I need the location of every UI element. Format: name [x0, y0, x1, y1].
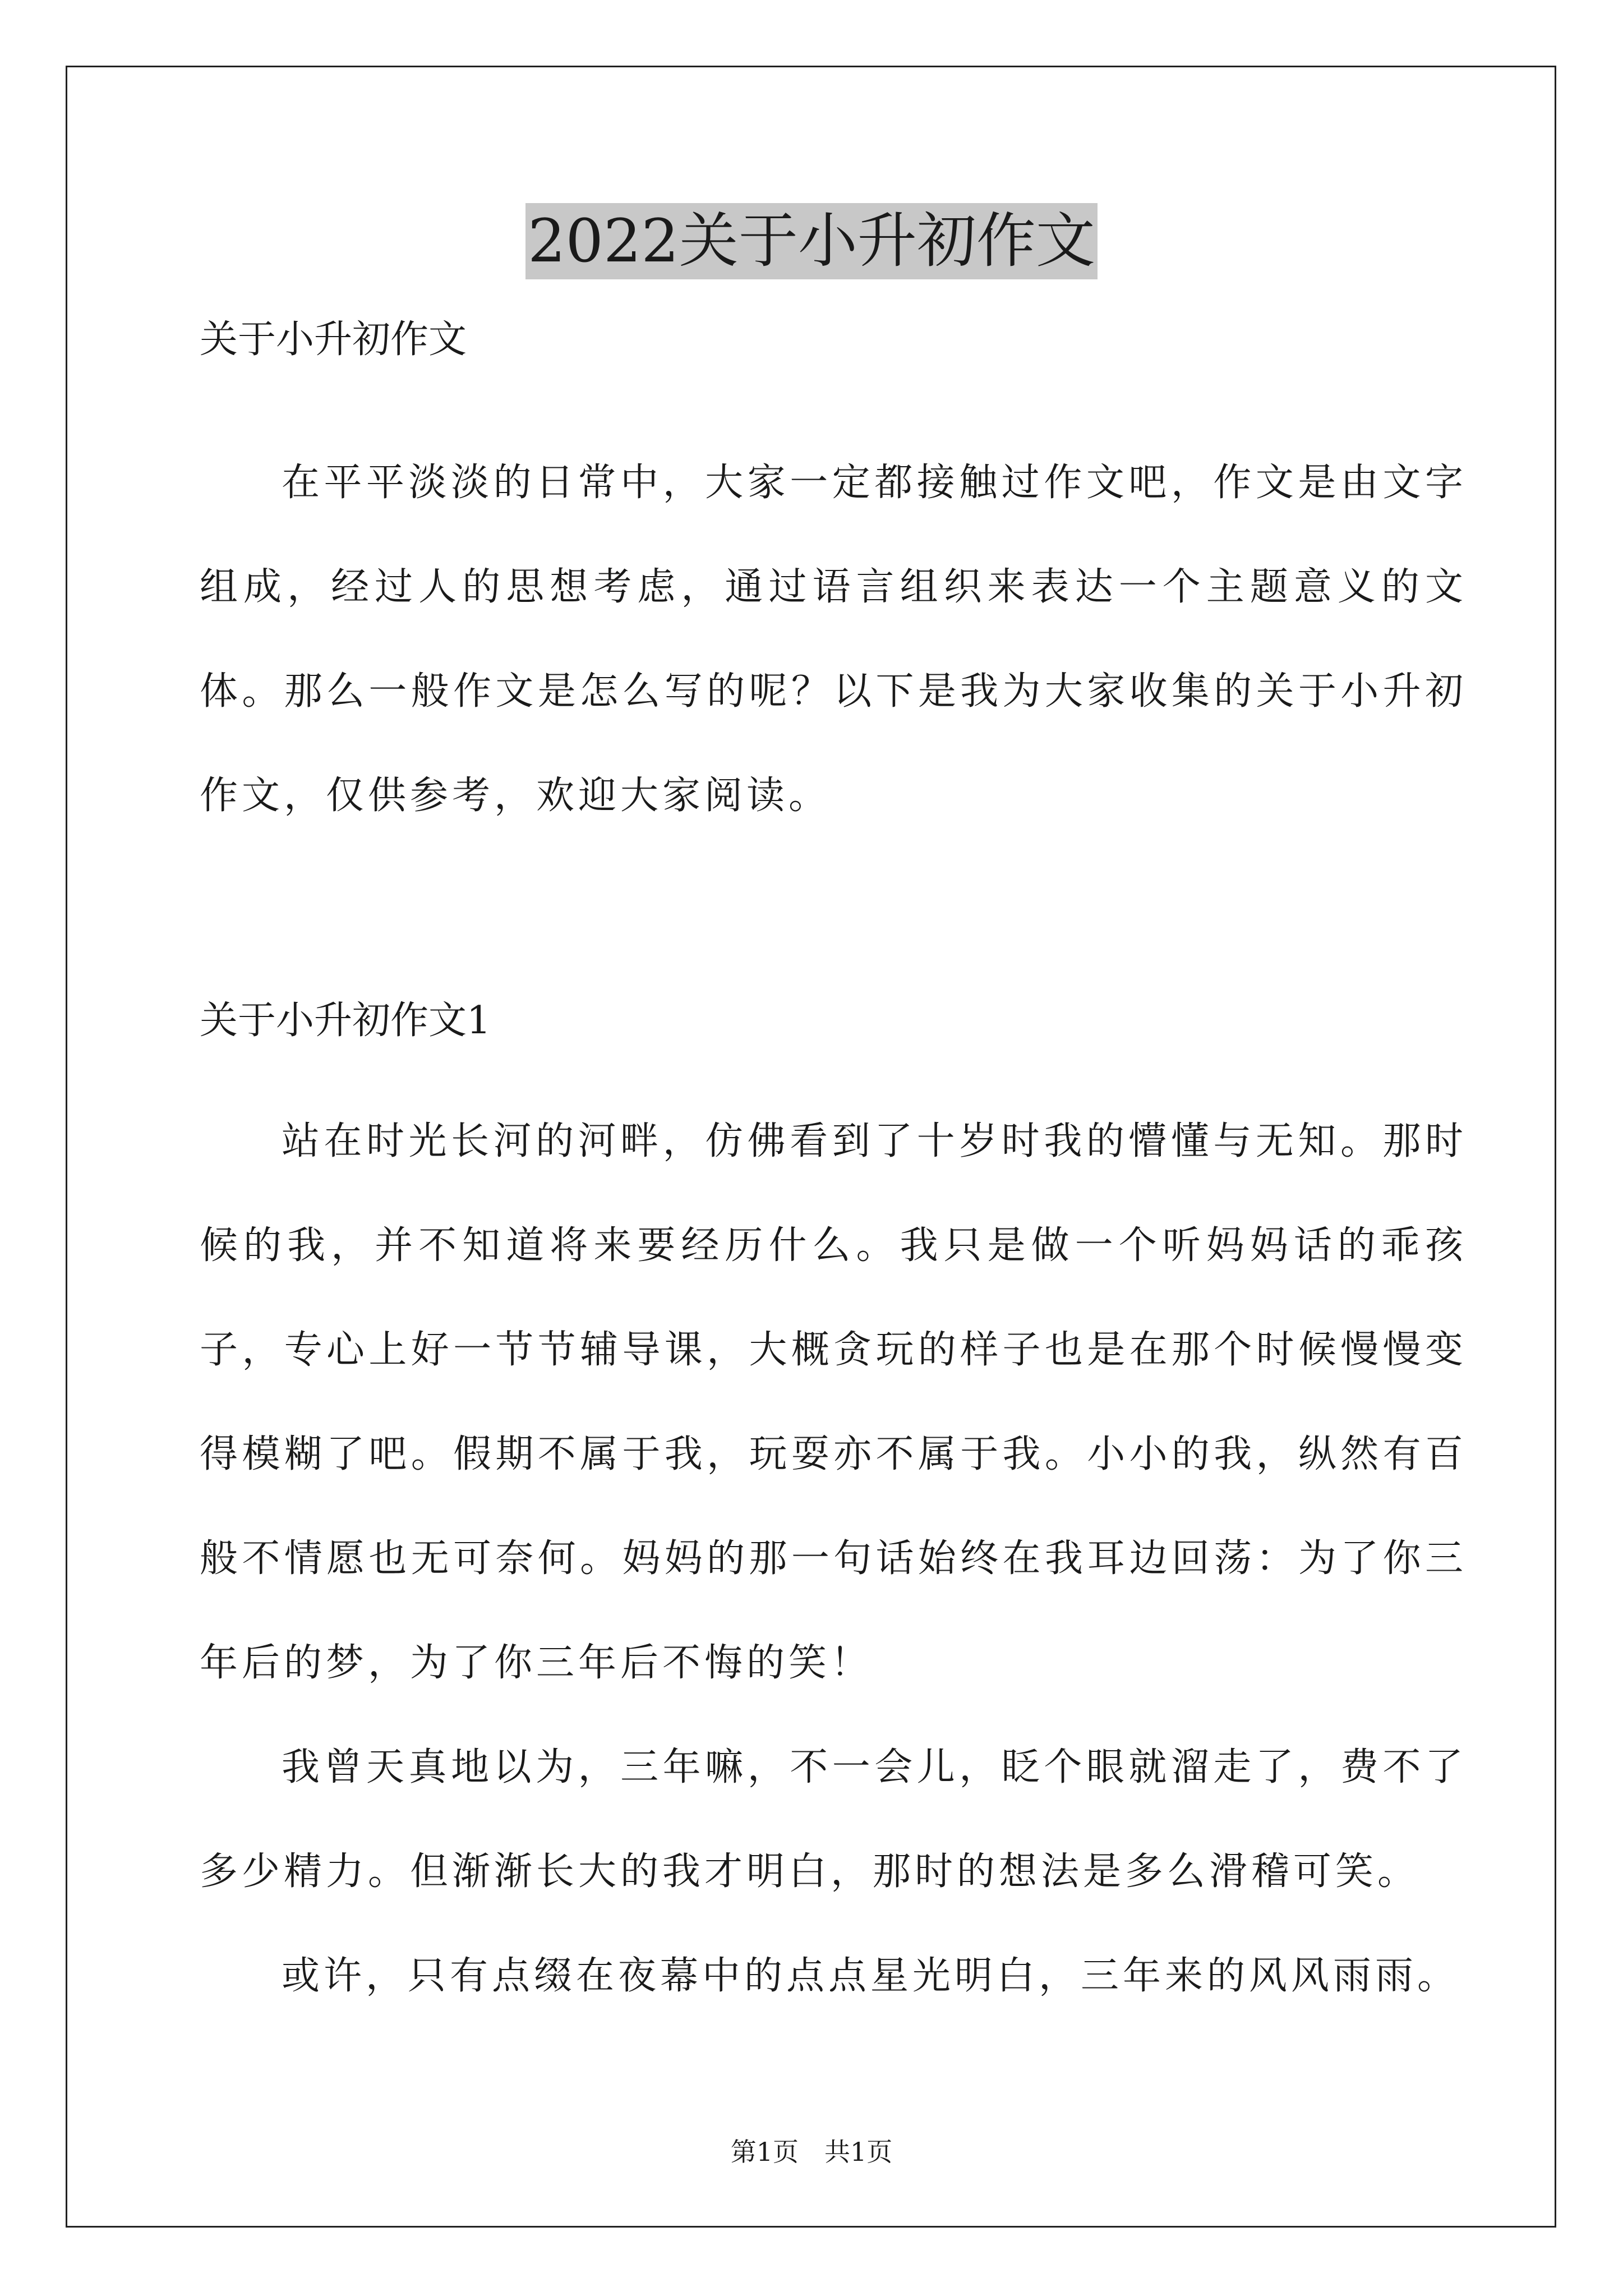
body-paragraph-1: 站在时光长河的河畔，仿佛看到了十岁时我的懵懂与无知。那时候的我，并不知道将来要经历什么。我只是做一个听妈妈话的乖孩子，专心上好一节节辅导课，大概贪玩的样子也是在那个时候慢慢变得模糊了吧。假期不属于我，玩耍亦不属于我。小小的我，纵然有百般不情愿也无可奈何。妈妈的那一句话始终在我耳边回荡：为了你三年后的梦，为了你三年后不悔的笑！: [200, 1119, 1467, 1685]
title-container: [0, 203, 1623, 279]
intro-paragraph: 在平平淡淡的日常中，大家一定都接触过作文吧，作文是由文字组成，经过人的思想考虑，通过语言组织来表达一个主题意义的文体。那么一般作文是怎么写的呢？以下是我为大家收集的关于小升初作文，仅供参考，欢迎大家阅读。: [200, 461, 1467, 818]
page-footer: 第1页 共1页: [730, 2137, 893, 2167]
document-title: 2022关于小升初作文: [525, 203, 1098, 279]
intro-heading: 关于小升初作文: [200, 318, 467, 362]
body-paragraph-2: 我曾天真地以为，三年嘛，不一会儿，眨个眼就溜走了，费不了多少精力。但渐渐长大的我才明白，那时的想法是多么滑稽可笑。: [200, 1745, 1467, 1894]
body-paragraph-3: 或许，只有点缀在夜幕中的点点星光明白，三年来的风风雨雨。: [282, 1954, 1460, 1998]
section-heading: 关于小升初作文1: [200, 999, 491, 1043]
